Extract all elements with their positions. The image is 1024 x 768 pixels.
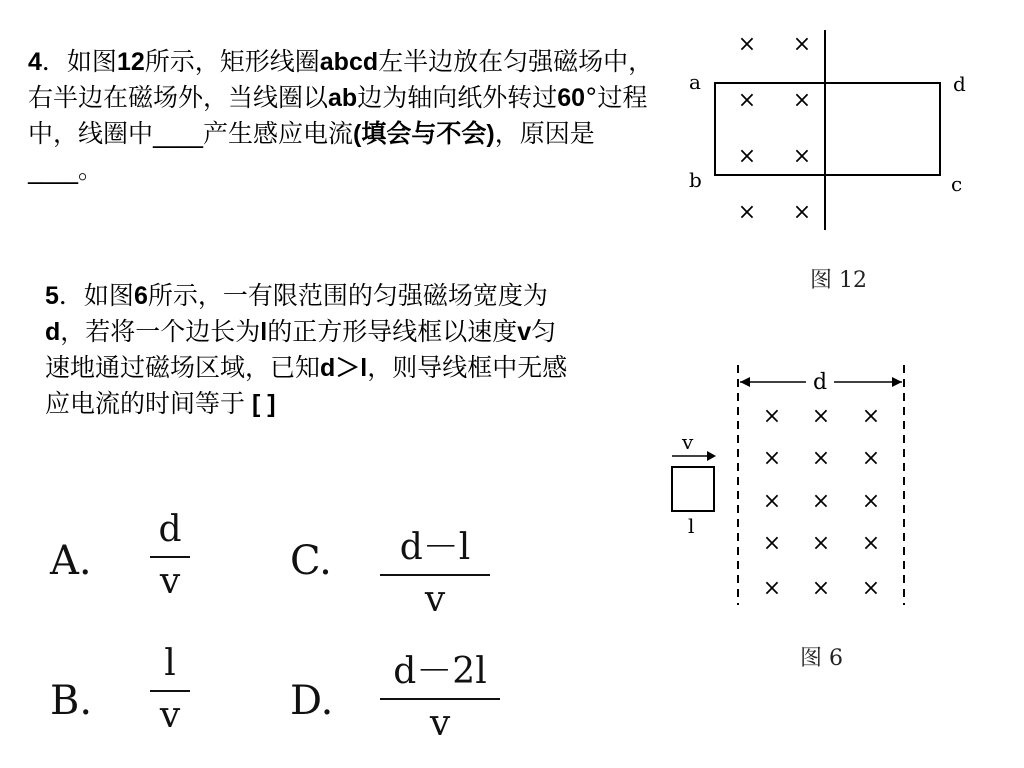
label-c: c <box>951 172 963 196</box>
q5-text-3: ，若将一个边长为 <box>60 317 261 346</box>
field-cross: × <box>811 489 831 514</box>
q4-angle: 60 <box>557 84 586 112</box>
option-b-numerator: l <box>164 643 176 684</box>
fraction-bar <box>380 574 490 576</box>
field-cross: × <box>811 404 831 429</box>
option-a-letter: A. <box>50 538 92 584</box>
q4-text-2: 所示，矩形线圈 <box>144 47 320 76</box>
q5-v: v <box>517 318 532 346</box>
label-a: a <box>689 70 701 94</box>
option-d-fraction <box>380 652 500 744</box>
figure-12 <box>675 25 995 305</box>
field-cross: × <box>811 576 831 601</box>
q5-number: 5 <box>45 282 59 310</box>
field-cross: × <box>792 88 812 113</box>
field-cross: × <box>811 446 831 471</box>
q4-coil-label: abcd <box>319 48 379 76</box>
fraction-bar <box>380 698 500 700</box>
option-b-fraction <box>150 644 190 736</box>
field-cross: × <box>762 404 782 429</box>
option-a-denominator: v <box>159 561 181 602</box>
field-cross: × <box>861 404 881 429</box>
q4-figure-ref: 12 <box>116 48 145 76</box>
option-c-letter: C. <box>290 538 332 584</box>
label-b: b <box>689 168 702 192</box>
velocity-label: v <box>682 430 694 454</box>
q4-edge-label: ab <box>328 84 358 112</box>
q5-text-1: 如图 <box>83 281 134 310</box>
q5-d: d <box>45 318 61 346</box>
option-c-numerator: d－l <box>399 527 471 568</box>
q4-text-7: ，原因是 <box>494 119 595 148</box>
q5-dot: ． <box>58 281 84 310</box>
field-cross: × <box>861 576 881 601</box>
q4-number: 4 <box>28 48 42 76</box>
q4-text-1: 如图 <box>66 47 117 76</box>
arrowhead-left <box>740 377 750 387</box>
answer-options <box>50 500 530 768</box>
q5-text-6: ，则导线框中无感应电流的时间等于 <box>45 353 568 418</box>
figure-12-caption: 图 12 <box>810 268 867 293</box>
q5-condition: d＞l <box>320 354 368 382</box>
q4-text-8: 。 <box>78 155 104 184</box>
q4-text-6: 产生感应电流 <box>203 119 354 148</box>
q4-blank-1: ____ <box>153 119 204 148</box>
square-wire-frame <box>672 467 714 511</box>
arrowhead-right <box>892 377 902 387</box>
q5-answer-bracket: [ ] <box>245 390 276 418</box>
q4-text-5: °过程中，线圈中 <box>28 83 648 148</box>
q4-choice-hint: (填会与不会) <box>353 120 495 148</box>
field-cross: × <box>811 531 831 556</box>
field-cross: × <box>861 446 881 471</box>
option-b-letter: B. <box>50 678 93 724</box>
q5-text-5: 匀速地通过磁场区域，已知 <box>45 317 557 382</box>
field-cross: × <box>861 531 881 556</box>
q4-text-3: 左半边放在匀强磁场中，右半边在磁场外，当线圈以 <box>28 47 654 112</box>
q4-text-4: 边为轴向纸外转过 <box>357 83 558 112</box>
option-d-letter: D. <box>290 678 334 724</box>
fraction-bar <box>150 556 190 558</box>
field-cross: × <box>737 144 757 169</box>
option-c-denominator: v <box>424 579 446 620</box>
field-cross: × <box>792 200 812 225</box>
field-cross: × <box>762 576 782 601</box>
question-5 <box>45 278 570 422</box>
q4-blank-2: ____ <box>28 155 78 184</box>
question-4 <box>28 44 658 188</box>
q4-dot: ． <box>41 47 67 76</box>
figure-6 <box>660 345 930 685</box>
q5-l: l <box>260 318 268 346</box>
option-a-numerator: d <box>158 509 182 550</box>
field-cross: × <box>792 32 812 57</box>
figure-6-caption: 图 6 <box>800 646 843 671</box>
option-d-numerator: d－2l <box>393 651 487 692</box>
side-label-l: l <box>688 514 695 538</box>
option-d-denominator: v <box>429 703 451 744</box>
option-d[interactable] <box>290 640 530 768</box>
q5-figure-ref: 6 <box>133 282 148 310</box>
option-b-denominator: v <box>159 695 181 736</box>
field-cross: × <box>737 88 757 113</box>
option-c-fraction <box>380 528 490 620</box>
field-cross: × <box>762 531 782 556</box>
width-label-d: d <box>812 370 828 395</box>
option-b[interactable] <box>50 640 250 768</box>
option-c[interactable] <box>290 500 530 630</box>
q5-text-4: 的正方形导线框以速度 <box>267 317 518 346</box>
label-d: d <box>953 72 966 96</box>
field-cross: × <box>737 32 757 57</box>
velocity-arrowhead <box>707 451 716 461</box>
fraction-bar <box>150 690 190 692</box>
field-cross: × <box>792 144 812 169</box>
field-cross: × <box>861 489 881 514</box>
field-cross: × <box>762 489 782 514</box>
option-a[interactable] <box>50 500 250 630</box>
field-cross: × <box>762 446 782 471</box>
q5-text-2: 所示，一有限范围的匀强磁场宽度为 <box>147 281 548 310</box>
field-cross: × <box>737 200 757 225</box>
option-a-fraction <box>150 510 190 602</box>
